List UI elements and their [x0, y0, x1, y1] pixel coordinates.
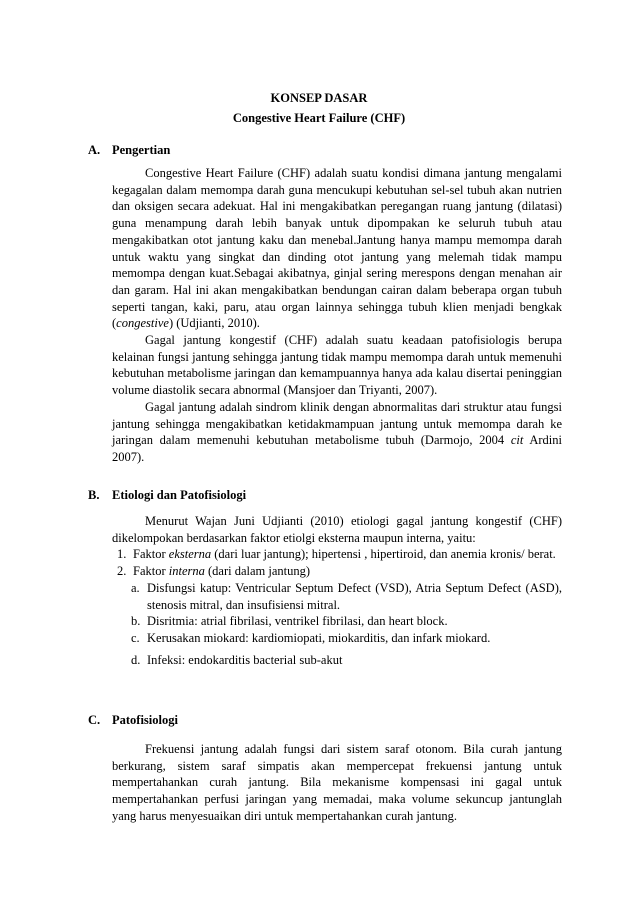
document-title: KONSEP DASAR	[270, 91, 368, 105]
section-b-heading	[88, 487, 558, 504]
section-a-p1-italic: congestive	[116, 316, 169, 331]
sub-list-item	[131, 630, 562, 647]
list-text-italic: eksterna	[168, 547, 212, 562]
section-a-p3-text: Gagal jantung adalah sindrom klinik dengan abnormalitas dari struktur atau fungsi jantung sehingga mengakibatkan ketidakmampuan jantung untuk memompa darah ke jaringan dalam memenuhi kebutuhan metabolisme tubuh (Darmojo, 2004	[112, 399, 562, 448]
section-a-p1-citation: ) (Udjianti, 2010).	[168, 316, 260, 331]
sub-list-text: Disritmia: atrial fibrilasi, ventrikel fibrilasi, dan heart block.	[147, 614, 448, 629]
section-a-paragraph-3	[112, 399, 562, 466]
sub-list-item	[131, 580, 562, 613]
section-b-intro: Menurut Wajan Juni Udjianti (2010) etiologi gagal jantung kongestif (CHF) dikelompokan berdasarkan faktor etiolgi eksterna maupun interna, yaitu:	[112, 514, 562, 545]
sub-list-item	[131, 652, 562, 669]
list-text-part: (dari dalam jantung)	[204, 564, 311, 579]
section-a-body	[112, 165, 562, 466]
list-number: 1.	[117, 547, 127, 562]
list-text-part: Faktor	[133, 547, 169, 562]
sub-list-text: Disfungsi katup: Ventricular Septum Defect (VSD), Atria Septum Defect (ASD), stenosis mitral, dan insufisiensi mitral.	[147, 580, 562, 612]
section-b-title: Etiologi dan Patofisiologi	[112, 488, 247, 502]
title-block	[0, 88, 638, 128]
section-a-paragraph-1	[112, 165, 562, 332]
document-subtitle: Congestive Heart Failure (CHF)	[232, 111, 406, 125]
section-b-body	[112, 513, 562, 668]
section-c-heading	[88, 712, 558, 729]
list-text-italic: interna	[168, 564, 205, 579]
section-c-marker: C.	[88, 713, 101, 727]
sub-list-text: Infeksi: endokarditis bacterial sub-akut	[147, 652, 343, 667]
list-text-part: Faktor	[133, 564, 169, 579]
list-text-part: (dari luar jantung); hipertensi , hipertiroid, dan anemia kronis/ berat.	[211, 547, 556, 562]
section-a-paragraph-2: Gagal jantung kongestif (CHF) adalah suatu keadaan patofisiologis berupa kelainan fungsi jantung sehingga jantung tidak mampu memompa darah untuk memenuhi kebutuhan metabolisme jaringan dan kemampuannya hanya ada kalau disertai peninggian volume diastolik secara abnormal (Mansjoer dan Triyanti, 2007).	[112, 333, 562, 398]
list-number: 2.	[117, 564, 127, 579]
list-text	[133, 563, 562, 580]
section-a-marker: A.	[88, 143, 101, 157]
section-a-p3-citation: Ardini 2007).	[112, 433, 562, 464]
sub-list-letter: d.	[131, 652, 141, 667]
sub-list-letter: a.	[131, 580, 140, 595]
section-c-paragraph-1: Frekuensi jantung adalah fungsi dari sistem saraf otonom. Bila curah jantung berkurang, sistem saraf simpatis akan mempercepat frekuensi jantung untuk mempertahankan curah jantung. Bila mekanisme kompensasi ini gagal untuk mempertahankan perfusi jaringan yang memadai, maka volume sekuncup jantunglah yang harus menyesuaikan diri untuk mempertahankan curah jantung.	[112, 742, 562, 823]
list-item	[117, 546, 562, 563]
section-a-p1-text: Congestive Heart Failure (CHF) adalah suatu kondisi dimana jantung mengalami kegagalan dalam memompa darah guna mencukupi kebutuhan sel-sel tubuh akan nutrien dan oksigen secara adekuat. Hal ini mengakibatkan peregangan ruang jantung (dilatasi) guna menampung darah lebih banyak untuk dipompakan ke seluruh tubuh atau mengakibatkan otot jantung kaku dan menebal.Jantung hanya mampu memompa darah untuk waktu yang singkat dan dinding otot jantung yang melemah tidak mampu memompa dengan kuat.Sebagai akibatnya, ginjal sering merespons dengan menahan air dan garam. Hal ini akan mengakibatkan bendungan cairan dalam beberapa organ tubuh seperti tangan, kaki, paru, atau organ lainnya sehingga tubuh klien menjadi bengkak (	[112, 166, 562, 331]
sub-list-item	[131, 613, 562, 630]
section-a-heading	[88, 142, 558, 159]
section-a-p3-italic: cit	[510, 433, 524, 448]
sub-list-letter: c.	[131, 630, 140, 645]
list-text	[133, 546, 562, 563]
sub-list-letter: b.	[131, 614, 141, 629]
list-item	[117, 563, 562, 580]
section-b-marker: B.	[88, 488, 100, 502]
section-c-title: Patofisiologi	[112, 713, 178, 727]
section-a-title: Pengertian	[112, 143, 171, 157]
section-c-body	[112, 741, 562, 825]
sub-list-text: Kerusakan miokard: kardiomiopati, miokarditis, dan infark miokard.	[147, 630, 491, 645]
